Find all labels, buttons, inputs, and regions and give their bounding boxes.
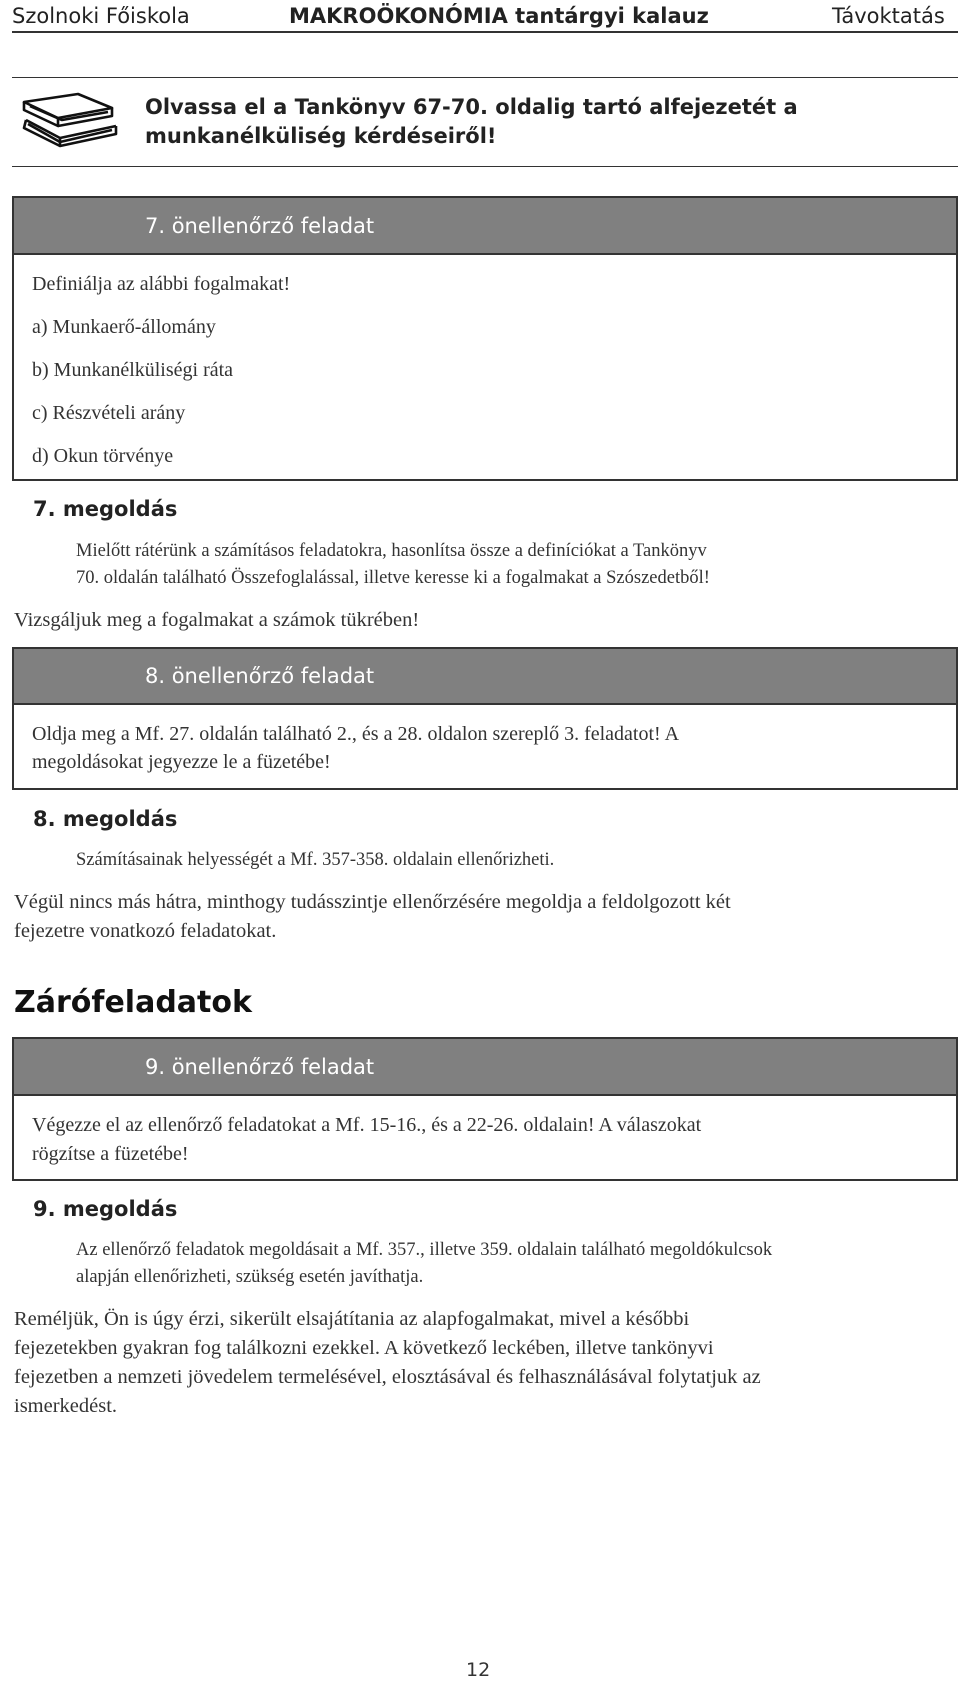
- reading-note: [145, 93, 798, 151]
- paragraph-1: Vizsgáljuk meg a fogalmakat a számok tükrében!: [14, 609, 420, 631]
- solution-9-line-2: alapján ellenőrizheti, szükség esetén javíthatja.: [76, 1267, 424, 1287]
- task-7-header: [14, 198, 956, 255]
- header-title: MAKROÖKONÓMIA tantárgyi kalauz: [289, 4, 709, 28]
- solution-7-line-1: Mielőtt rátérünk a számításos feladatokra, hasonlítsa össze a definíciókat a Tankönyv: [76, 541, 707, 561]
- solution-7-line-2: 70. oldalán található Összefoglalással, illetve keresse ki a fogalmakat a Szószedetből!: [76, 568, 710, 588]
- task-9-box: [12, 1037, 958, 1181]
- header-rule: [12, 31, 958, 33]
- books-icon: [20, 90, 120, 154]
- header-mode: Távoktatás: [832, 4, 945, 28]
- task-8-line-1: Oldja meg a Mf. 27. oldalán található 2., és a 28. oldalon szereplő 3. feladatot! A: [32, 723, 680, 745]
- paragraph-3-line-3: fejezetben a nemzeti jövedelem termelésével, elosztásával és felhasználásával folytatjuk az: [14, 1366, 761, 1388]
- note-bottom-rule: [12, 166, 958, 167]
- paragraph-3-line-4: ismerkedést.: [14, 1395, 118, 1417]
- solution-7-title: 7. megoldás: [33, 497, 178, 521]
- task-7-box: [12, 196, 958, 481]
- paragraph-3: [14, 1305, 761, 1421]
- header-school: Szolnoki Főiskola: [12, 4, 190, 28]
- task-9-title: 9. önellenőrző feladat: [145, 1055, 375, 1079]
- solution-9-text: [76, 1237, 772, 1291]
- task-7-line: a) Munkaerő-állomány: [32, 316, 216, 338]
- task-8-header: [14, 649, 956, 705]
- task-9-line-2: rögzítse a füzetébe!: [32, 1143, 189, 1165]
- paragraph-2-line-2: fejezetre vonatkozó feladatokat.: [14, 920, 277, 942]
- task-8-box: [12, 647, 958, 790]
- task-8-line-2: megoldásokat jegyezze le a füzetébe!: [32, 751, 331, 773]
- paragraph-3-line-1: Reméljük, Ön is úgy érzi, sikerült elsajátítania az alapfogalmakat, mivel a későbbi: [14, 1308, 690, 1330]
- solution-8-text: Számításainak helyességét a Mf. 357-358. oldalain ellenőrizheti.: [76, 850, 555, 870]
- reading-line-1: Olvassa el a Tankönyv 67-70. oldalig tartó alfejezetét a: [145, 95, 798, 119]
- task-9-header: [14, 1039, 956, 1096]
- paragraph-2-line-1: Végül nincs más hátra, minthogy tudásszintje ellenőrzésére megoldja a feldolgozott két: [14, 891, 731, 913]
- task-7-line: b) Munkanélküliségi ráta: [32, 359, 234, 381]
- solution-8-title: 8. megoldás: [33, 807, 178, 831]
- task-9-text: [32, 1111, 701, 1169]
- reading-line-2: munkanélküliség kérdéseiről!: [145, 124, 497, 148]
- paragraph-2: [14, 888, 731, 946]
- section-title: Zárófeladatok: [14, 985, 252, 1020]
- task-7-line: Definiálja az alábbi fogalmakat!: [32, 273, 291, 295]
- task-7-title: 7. önellenőrző feladat: [145, 214, 375, 238]
- task-8-title: 8. önellenőrző feladat: [145, 664, 375, 688]
- solution-7-text: [76, 538, 710, 592]
- task-7-line: c) Részvételi arány: [32, 402, 186, 424]
- solution-9-line-1: Az ellenőrző feladatok megoldásait a Mf. 357., illetve 359. oldalain található megoldókulcsok: [76, 1240, 773, 1260]
- solution-9-title: 9. megoldás: [33, 1197, 178, 1221]
- page-number: 12: [466, 1659, 491, 1681]
- task-9-line-1: Végezze el az ellenőrző feladatokat a Mf. 15-16., és a 22-26. oldalain! A válaszokat: [32, 1114, 702, 1136]
- paragraph-3-line-2: fejezetekben gyakran fog találkozni ezekkel. A következő leckében, illetve tankönyvi: [14, 1337, 714, 1359]
- task-7-line: d) Okun törvénye: [32, 445, 174, 467]
- note-top-rule: [12, 77, 958, 78]
- task-8-text: [32, 720, 679, 776]
